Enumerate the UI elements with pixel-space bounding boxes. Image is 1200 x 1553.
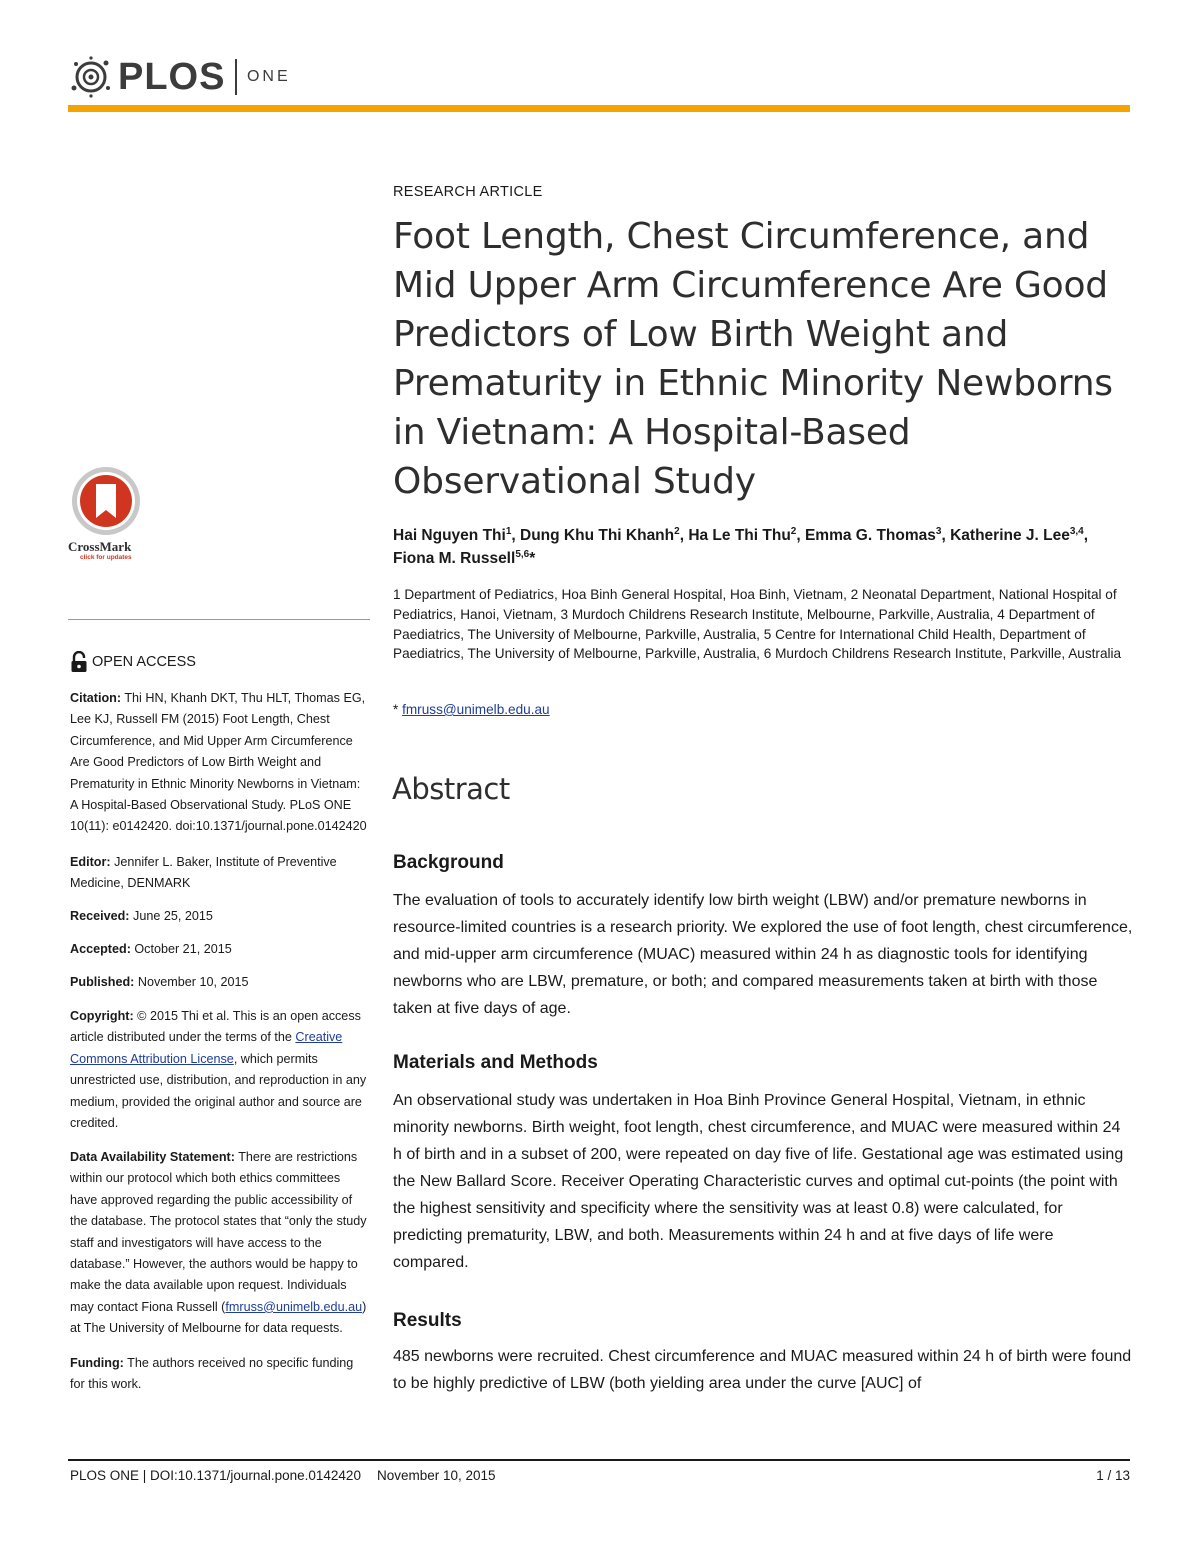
open-lock-icon <box>70 651 88 673</box>
background-heading: Background <box>393 852 504 873</box>
page-number: 1 / 13 <box>1096 1468 1130 1483</box>
crossmark-badge[interactable] <box>68 466 150 561</box>
author-name: Dung Khu Thi Khanh <box>520 527 675 544</box>
affiliation-text: Department of Paediatrics, The University of Melbourne, Parkville, Australia, <box>393 606 1095 642</box>
author-separator: , <box>679 527 689 544</box>
plos-one-logo[interactable] <box>68 52 291 102</box>
data-availability-text: There are restrictions within our protocol which both ethics committees have approved regarding the public accessibility of the database. The protocol states that “only the study staff and investigators will have access to the database.” However, the authors would be happy to make the data available upon request. Individuals may contact Fiona Russell ( <box>70 1150 367 1314</box>
open-access-badge <box>70 651 196 673</box>
author-separator: , <box>796 527 805 544</box>
abstract-heading: Abstract <box>392 772 510 806</box>
author-affiliation-marker: 3,4 <box>1069 525 1084 537</box>
author-separator: , <box>1083 527 1089 544</box>
funding-text: The authors received no specific funding for this work. <box>70 1356 354 1392</box>
author-affiliation-marker: 3 <box>935 525 942 537</box>
footer-rule <box>68 1459 1130 1461</box>
affiliation-text: Neonatal Department, National Hospital of Pediatrics, Hanoi, Vietnam, <box>393 587 1117 622</box>
published-block <box>70 972 370 993</box>
crossmark-icon <box>68 466 150 536</box>
affiliation-number: 1 <box>393 587 401 602</box>
affiliation-number: 2 <box>850 587 859 602</box>
article-title: Foot Length, Chest Circumference, and Mid Upper Arm Circumference Are Good Predictors of Low Birth Weight and Prematurity in Ethnic Minority Newborns in Vietnam: A Hospital-Based Observational Study <box>393 216 1113 502</box>
affiliation-number: 6 <box>763 646 772 662</box>
editor-label: Editor: <box>70 855 111 869</box>
affiliation-text: Murdoch Childrens Research Institute, Melbourne, Parkville, Australia, <box>571 606 994 622</box>
author-affiliation-marker: 2 <box>674 525 680 537</box>
methods-text: An observational study was undertaken in Hoa Binh Province General Hospital, Vietnam, in ethnic minority newborns. Birth weight, foot length, chest circumference, and MUAC were measured within 24 h of birth and in a subset of 200, were repeated on day five of life. Gestational age was estimated using the New Ballard Score. Receiver Operating Characteristic curves and optimal cut-points (the point with the highest sensitivity and specificity where the sensitivity was at least 0.8) were calculated, for predicting prematurity, LBW, and both. Measurements within 24 h and at five days of life were compared. <box>393 1092 1124 1271</box>
results-text: 485 newborns were recruited. Chest circumference and MUAC measured within 24 h of birth were found to be highly predictive of LBW (both yielding area under the curve [AUC] of <box>393 1348 1132 1392</box>
logo-separator <box>235 59 237 95</box>
sidebar-divider <box>68 619 370 620</box>
author-affiliation-marker: 2 <box>790 525 797 537</box>
affiliation-number: 3 <box>560 606 569 622</box>
received-block <box>70 906 370 927</box>
author-affiliation-marker: 1 <box>505 525 512 537</box>
background-text: The evaluation of tools to accurately identify low birth weight (LBW) and/or premature newborns in resource-limited countries is a research priority. We explored the use of foot length, chest circumference, and mid-upper arm circumference (MUAC) measured within 24 h as diagnostic tools for identifying newborns who are LBW, premature, or both; and compared measurements taken at birth with those taken at five days of age. <box>393 892 1133 1017</box>
author-separator: * <box>529 550 536 567</box>
author-separator: , <box>511 527 521 544</box>
author-name: Fiona M. Russell <box>393 550 516 567</box>
affiliation-text: Department of Pediatrics, Hoa Binh General Hospital, Hoa Binh, Vietnam, <box>404 587 847 602</box>
results-heading: Results <box>393 1310 462 1331</box>
header-accent-bar <box>68 105 1130 112</box>
author-name: Hai Nguyen Thi <box>393 527 506 544</box>
citation-block <box>70 688 370 838</box>
license-link[interactable]: Creative Commons Attribution License <box>70 1030 343 1066</box>
author-name: Ha Le Thi Thu <box>688 527 791 544</box>
open-access-label: OPEN ACCESS <box>92 654 196 670</box>
copyright-block <box>70 1006 370 1134</box>
author-affiliation-marker: 5,6 <box>515 548 530 560</box>
plos-logo-icon <box>68 54 114 100</box>
article-type-label: RESEARCH ARTICLE <box>393 184 543 200</box>
published-date: November 10, 2015 <box>137 975 249 989</box>
crossmark-label: CrossMark <box>68 539 132 554</box>
copyright-text: © 2015 Thi et al. This is an open access article distributed under the terms of the <box>70 1009 361 1045</box>
logo-subtitle: ONE <box>246 68 291 85</box>
received-label: Received: <box>70 909 130 923</box>
accepted-date: October 21, 2015 <box>134 942 232 956</box>
author-name: Katherine J. Lee <box>950 527 1070 544</box>
accepted-block <box>70 939 370 960</box>
citation-label: Citation: <box>70 691 122 705</box>
affiliation-number: 5 <box>763 626 772 642</box>
editor-text: Jennifer L. Baker, Institute of Preventive Medicine, DENMARK <box>70 855 337 891</box>
corresponding-email-link[interactable]: fmruss@unimelb.edu.au <box>402 702 550 717</box>
corresponding-author <box>393 702 550 717</box>
methods-heading: Materials and Methods <box>393 1052 598 1073</box>
crossmark-sublabel: click for updates <box>80 554 132 561</box>
author-list <box>393 524 1113 570</box>
published-label: Published: <box>70 975 135 989</box>
corresponding-marker: * <box>393 702 399 717</box>
author-name: Emma G. Thomas <box>804 527 936 544</box>
data-contact-email-link[interactable]: fmruss@unimelb.edu.au <box>225 1299 363 1314</box>
copyright-text-end: , which permits unrestricted use, distribution, and reproduction in any medium, provided the original author and source are credited. <box>70 1051 367 1131</box>
author-separator: , <box>941 527 951 544</box>
footer-citation <box>70 1468 496 1483</box>
affiliation-text: Centre for International Child Health, Department of Paediatrics, The University of Melbourne, Parkville, Australia, <box>393 626 1086 662</box>
data-availability-label: Data Availability Statement: <box>70 1150 235 1164</box>
funding-label: Funding: <box>70 1356 124 1370</box>
footer-date: November 10, 2015 <box>376 1468 496 1483</box>
data-availability-block <box>70 1147 370 1340</box>
citation-text: Thi HN, Khanh DKT, Thu HLT, Thomas EG, Lee KJ, Russell FM (2015) Foot Length, Chest Circumference, and Mid Upper Arm Circumference Are Good Predictors of Low Birth Weight and Prematurity in Ethnic Minority Newborns in Vietnam: A Hospital-Based Observational Study. PLoS ONE 10(11): e0142420. doi:10.1371/journal.pone.0142420 <box>70 691 367 834</box>
received-date: June 25, 2015 <box>133 909 213 923</box>
copyright-label: Copyright: <box>70 1009 134 1023</box>
affiliation-list <box>393 585 1133 664</box>
affiliation-number: 4 <box>997 606 1005 622</box>
affiliation-text: Murdoch Childrens Research Institute, Parkville, Australia <box>775 646 1122 662</box>
editor-block <box>70 852 370 895</box>
logo-text: PLOS <box>118 55 226 98</box>
data-availability-text-end: ) at The University of Melbourne for data requests. <box>70 1299 367 1336</box>
accepted-label: Accepted: <box>70 942 131 956</box>
footer-journal-doi: PLOS ONE | DOI:10.1371/journal.pone.0142420 <box>70 1468 361 1483</box>
funding-block <box>70 1353 370 1396</box>
